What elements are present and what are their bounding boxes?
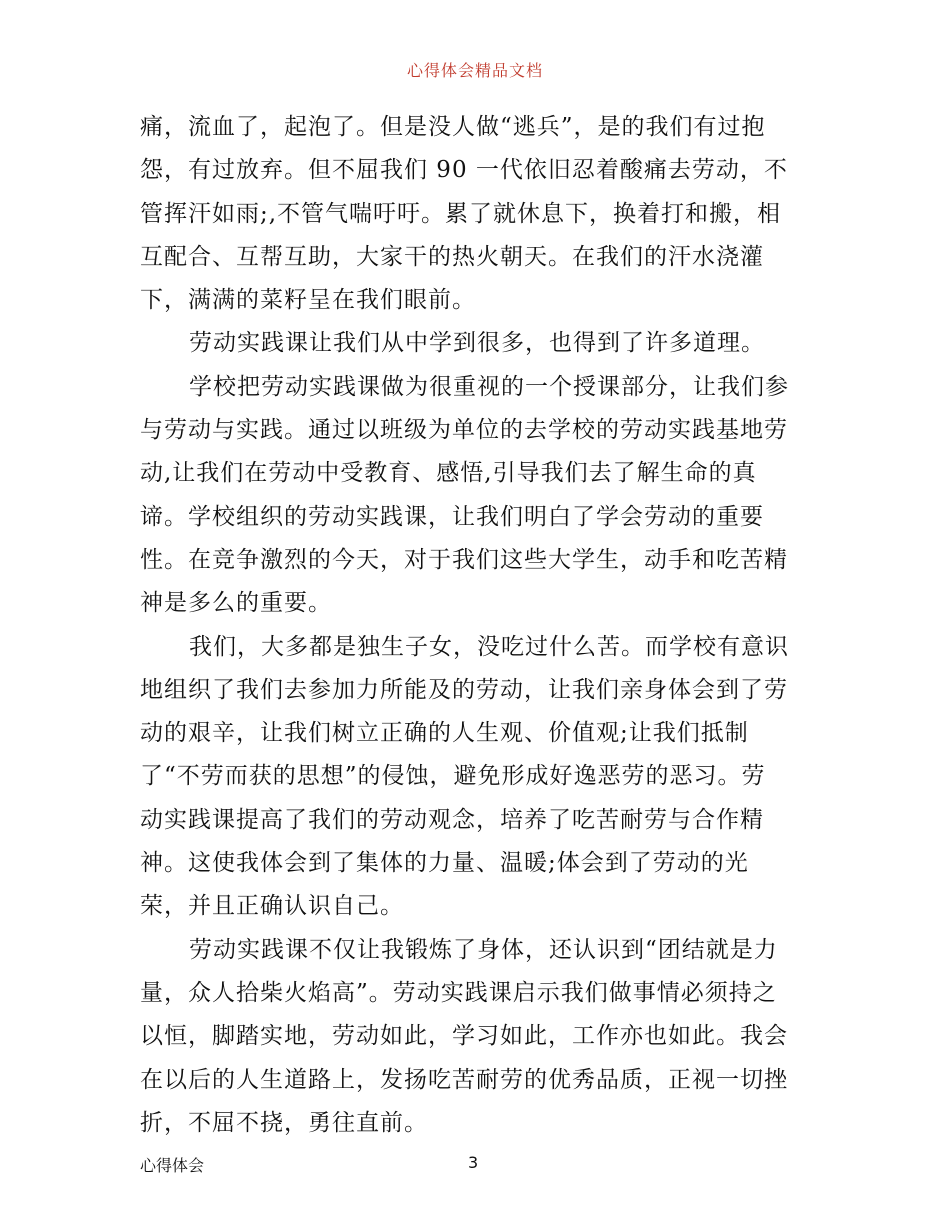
page-header-title: 心得体会精品文档 <box>406 61 543 80</box>
text-line: 动,让我们在劳动中受教育、感悟,引导我们去了解生命的真 <box>140 460 757 487</box>
text-line: 性。在竞争激烈的今天，对于我们这些大学生，动手和吃苦精 <box>140 546 788 573</box>
paragraph <box>140 929 816 1145</box>
text-line: 下，满满的菜籽呈在我们眼前。 <box>140 287 476 314</box>
page-number: 3 <box>468 1153 479 1172</box>
text-line: 神。这使我体会到了集体的力量、温暖;体会到了劳动的光 <box>140 850 749 877</box>
paragraph <box>140 322 816 365</box>
paragraph <box>140 106 816 322</box>
text-line: 地组织了我们去参加力所能及的劳动，让我们亲身体会到了劳 <box>140 676 788 703</box>
paragraph <box>140 366 816 626</box>
text-line: 了“不劳而获的思想”的侵蚀，避免形成好逸恶劳的恶习。劳 <box>140 763 766 790</box>
document-body <box>140 106 816 1145</box>
text-line: 动的艰辛，让我们树立正确的人生观、价值观;让我们抵制 <box>140 720 749 747</box>
text-line: 以恒，脚踏实地，劳动如此，学习如此，工作亦也如此。我会 <box>140 1023 788 1050</box>
text-line: 荣，并且正确认识自己。 <box>140 893 404 920</box>
text-line: 互配合、互帮互助，大家干的热火朝天。在我们的汗水浇灌 <box>140 243 764 270</box>
text-line: 怨，有过放弃。但不屈我们 90 一代依旧忍着酸痛去劳动，不 <box>140 157 788 184</box>
paragraph <box>140 626 816 929</box>
text-line: 劳动实践课不仅让我锻炼了身体，还认识到“团结就是力 <box>189 936 778 963</box>
text-line: 谛。学校组织的劳动实践课，让我们明白了学会劳动的重要 <box>140 503 764 530</box>
text-line: 折，不屈不挠，勇往直前。 <box>140 1109 428 1136</box>
text-line: 劳动实践课让我们从中学到很多，也得到了许多道理。 <box>189 330 765 357</box>
text-line: 神是多么的重要。 <box>140 590 332 617</box>
text-line: 量，众人拾柴火焰高”。劳动实践课启示我们做事情必须持之 <box>140 979 777 1006</box>
text-line: 动实践课提高了我们的劳动观念，培养了吃苦耐劳与合作精 <box>140 806 764 833</box>
text-line: 我们，大多都是独生子女，没吃过什么苦。而学校有意识 <box>189 633 789 660</box>
text-line: 管挥汗如雨;,不管气喘吁吁。累了就休息下，换着打和搬，相 <box>140 200 782 227</box>
text-line: 在以后的人生道路上，发扬吃苦耐劳的优秀品质，正视一切挫 <box>140 1066 788 1093</box>
text-line: 痛，流血了，起泡了。但是没人做“逃兵”，是的我们有过抱 <box>140 114 766 140</box>
page-footer-label: 心得体会 <box>140 1156 205 1175</box>
text-line: 与劳动与实践。通过以班级为单位的去学校的劳动实践基地劳 <box>140 417 788 444</box>
text-line: 学校把劳动实践课做为很重视的一个授课部分，让我们参 <box>189 373 789 400</box>
